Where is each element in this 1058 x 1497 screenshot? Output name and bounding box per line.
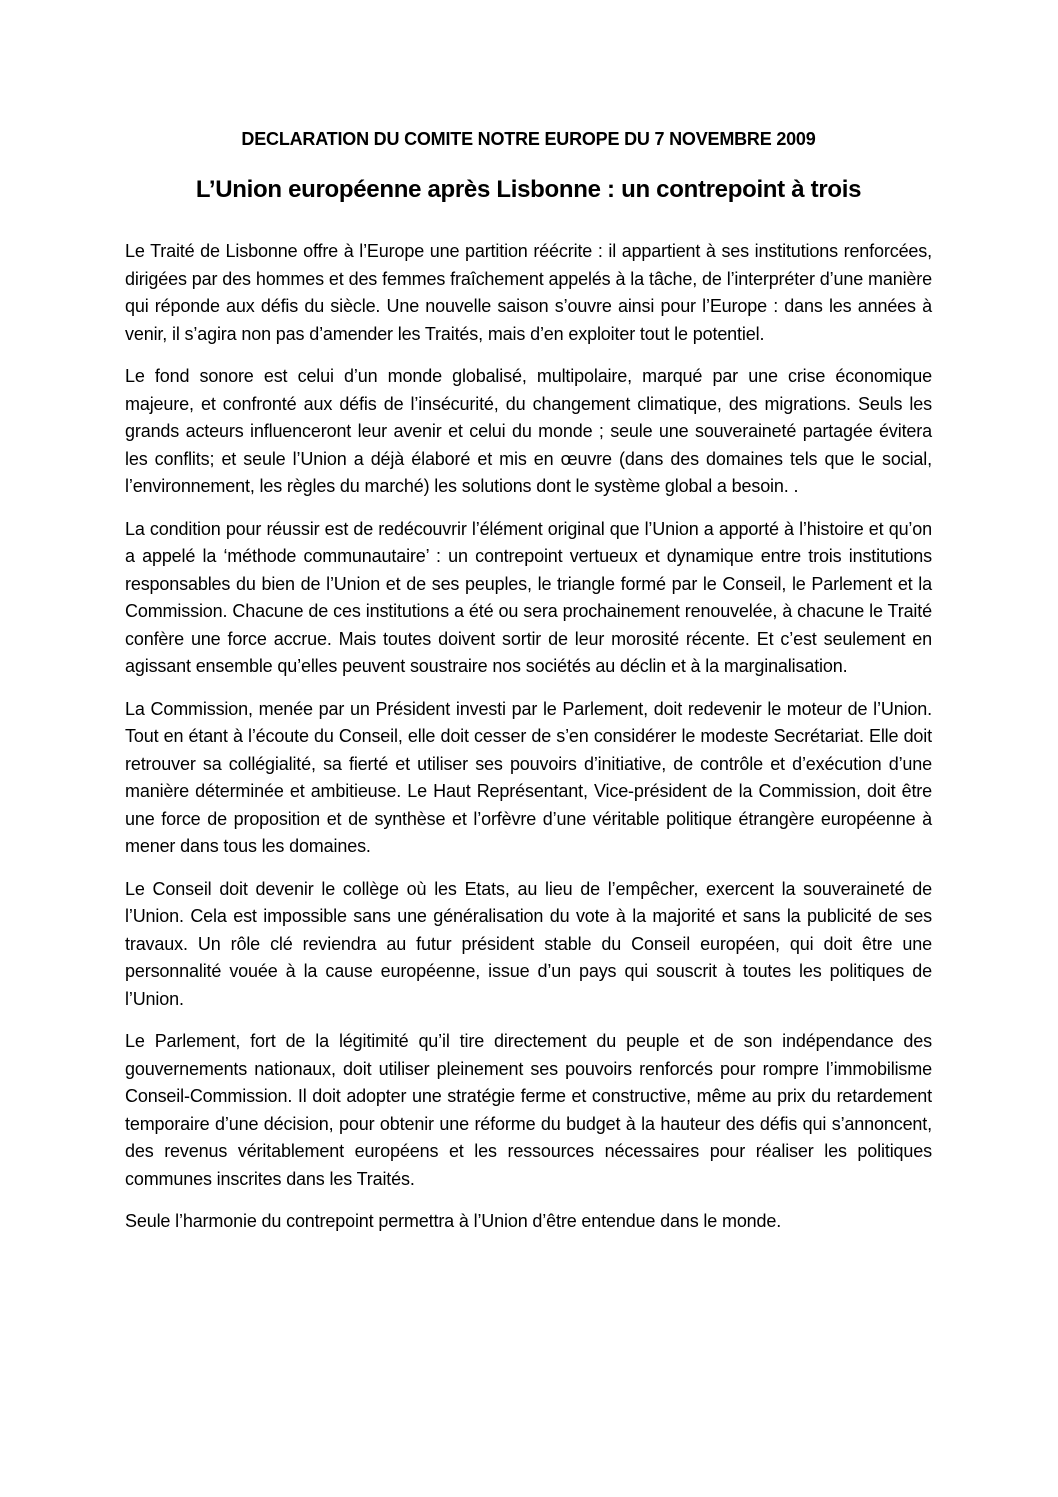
- paragraph-commission: La Commission, menée par un Président investi par le Parlement, doit redevenir le moteur de l’Union. Tout en étant à l’écoute du Conseil, elle doit cesser de s’en considérer le modeste Secrétariat. Elle doit retrouver sa collégialité, sa fierté et utiliser ses pouvoirs d’initiative, de contrôle et d’exécution d’une manière déterminée et ambitieuse. Le Haut Représentant, Vice-président de la Commission, doit être une force de proposition et de synthèse et l’orfèvre d’une véritable politique étrangère européenne à mener dans tous les domaines.: [125, 698, 932, 856]
- paragraph-parliament: Le Parlement, fort de la légitimité qu’il tire directement du peuple et de son indépendance des gouvernements nationaux, doit utiliser pleinement ses pouvoirs renforcés pour rompre l’immobilisme Conseil-Commission. Il doit adopter une stratégie ferme et constructive, même au prix du retardement temporaire d’une décision, pour obtenir une réforme du budget à la hauteur des défis qui s’annoncent, des revenus véritablement européens et les ressources nécessaires pour réaliser les politiques communes inscrites dans les Traités.: [125, 1031, 932, 1189]
- paragraph-lisbon-treaty: Le Traité de Lisbonne offre à l’Europe une partition réécrite : il appartient à ses institutions renforcées, dirigées par des hommes et des femmes fraîchement appelés à la tâche, de l’interpréter d’une manière qui réponde aux défis du siècle. Une nouvelle saison s’ouvre ainsi pour l’Europe : dans les années à venir, il s’agira non pas d’amender les Traités, mais d’en exploiter tout le potentiel.: [125, 241, 932, 344]
- paragraph-community-method: La condition pour réussir est de redécouvrir l’élément original que l’Union a apporté à l’histoire et qu’on a appelé la ‘méthode communautaire’ : un contrepoint vertueux et dynamique entre trois institutions responsables du bien de l’Union et de ses peuples, le triangle formé par le Conseil, le Parlement et la Commission. Chacune de ces institutions a été ou sera prochainement renouvelée, à chacune le Traité confère une force accrue. Mais toutes doivent sortir de leur morosité récente. Et c’est seulement en agissant ensemble qu’elles peuvent soustraire nos sociétés au déclin et à la marginalisation.: [125, 518, 932, 676]
- document-subtitle: L’Union européenne après Lisbonne : un contrepoint à trois: [195, 176, 862, 203]
- document-title: DECLARATION DU COMITE NOTRE EUROPE DU 7 NOVEMBRE 2009: [241, 129, 816, 149]
- document-body: [125, 238, 932, 1236]
- paragraph-global-context: Le fond sonore est celui d’un monde globalisé, multipolaire, marqué par une crise économique majeure, et confronté aux défis de l’insécurité, du changement climatique, des migrations. Seuls les grands acteurs influenceront leur avenir et celui du monde ; seule une souveraineté partagée évitera les conflits; et seule l’Union a déjà élaboré et mis en œuvre (dans des domaines tels que le social, l’environnement, les règles du marché) les solutions dont le système global a besoin. .: [125, 366, 932, 496]
- paragraph-conclusion: Seule l’harmonie du contrepoint permettra à l’Union d’être entendue dans le monde.: [125, 1211, 782, 1231]
- paragraph-council: Le Conseil doit devenir le collège où les Etats, au lieu de l’empêcher, exercent la souveraineté de l’Union. Cela est impossible sans une généralisation du vote à la majorité et sans la publicité de ses travaux. Un rôle clé reviendra au futur président stable du Conseil européen, qui doit être une personnalité vouée à la cause européenne, issue d’un pays qui souscrit à toutes les politiques de l’Union.: [125, 878, 932, 1009]
